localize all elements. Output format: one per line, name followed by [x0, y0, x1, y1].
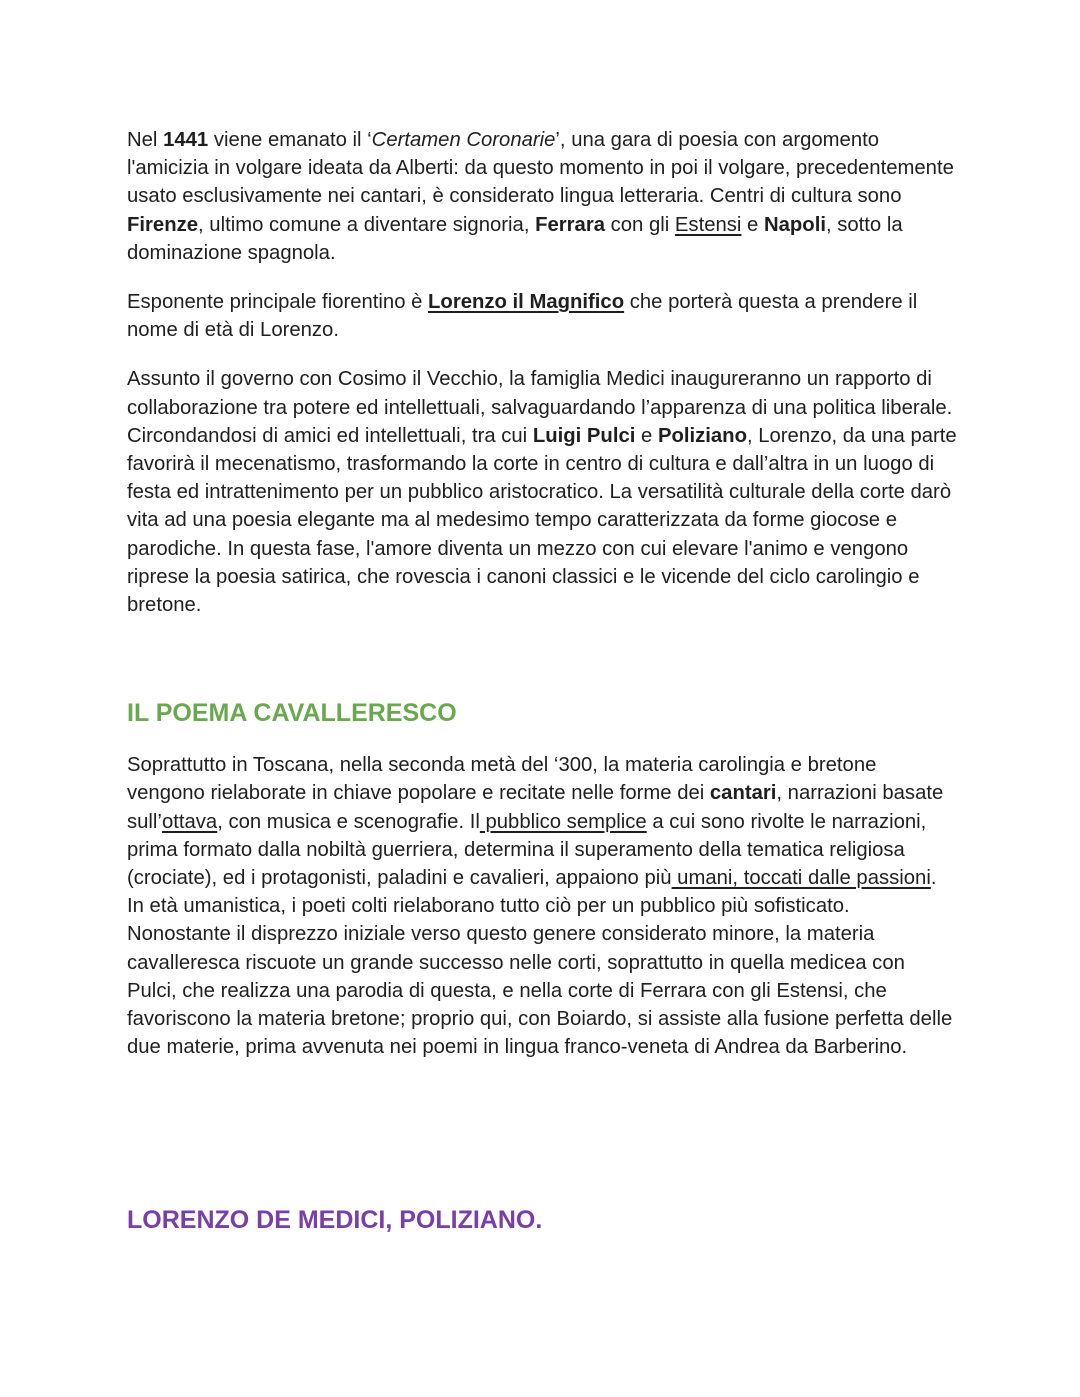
text-run: che porterà questa a prendere il nome di età di Lorenzo. — [127, 291, 918, 342]
text-run: viene emanato il ‘ — [208, 129, 372, 151]
text-run: e — [741, 213, 764, 236]
text-run: con gli — [605, 213, 675, 236]
text-run: e — [635, 424, 658, 447]
text-run: Nel — [127, 129, 164, 151]
paragraph-lorenzo-magnifico — [127, 288, 957, 344]
text-run: Soprattutto in Toscana, nella seconda metà del ‘300, la materia carolingia e bretone vengono rielaborate in chiave popolare e recitate nelle forme dei — [127, 754, 877, 805]
text-run: Esponente principale fiorentino è — [127, 291, 429, 314]
text-run: ’, una gara di poesia con argomento l'amicizia in volgare ideata da Alberti: da questo momento in poi il volgare, precedentemente usato esclusivamente nei cantari, è considerato lingua letteraria. Centri di cultura sono — [127, 129, 954, 208]
text-run: , sotto la dominazione spagnola. — [127, 213, 903, 264]
text-run: , ultimo comune a diventare signoria, — [198, 213, 536, 236]
document-page — [127, 126, 957, 1234]
text-run: Estensi — [674, 213, 742, 236]
heading-lorenzo-poliziano: LORENZO DE MEDICI, POLIZIANO. — [127, 1206, 543, 1234]
text-run: cantari — [709, 782, 777, 805]
text-run: 1441 — [163, 129, 209, 151]
text-run: Certamen Coronarie — [371, 129, 556, 151]
text-run: Ferrara — [535, 213, 605, 236]
text-run: Assunto il governo con Cosimo il Vecchio, la famiglia Medici inaugureranno un rapporto di collaborazione tra potere ed intellettuali, salvaguardando l’apparenza di una politica liberale. Circondandosi di amici ed intellettuali, tra cui — [127, 368, 953, 447]
paragraph-poema-cavalleresco — [127, 751, 957, 1061]
heading-poema-cavalleresco: IL POEMA CAVALLERESCO — [127, 699, 457, 728]
text-run: , Lorenzo, da una parte favorirà il mecenatismo, trasformando la corte in centro di cultura e dall’altra in un luogo di festa ed intrattenimento per un pubblico aristocratico. La versatilità culturale della corte darò vita ad una poesia elegante ma al medesimo tempo caratterizzata da forme giocose e parodiche. In questa fase, l'amore diventa un mezzo con cui elevare l'animo e vengono riprese la poesia satirica, che rovescia i canoni classici e le vicende del ciclo carolingio e bretone. — [127, 424, 957, 617]
text-run: , narrazioni basate sull’ — [127, 782, 944, 833]
paragraph-medici-court — [127, 365, 957, 619]
text-run: umani, toccati dalle passioni — [671, 867, 931, 890]
text-run: . In età umanistica, i poeti colti rielaborano tutto ciò per un pubblico più sofisticato. Nonostante il disprezzo iniziale verso questo genere considerato minore, la materia cavalleresca riscuote un grande successo nelle corti, soprattutto in quella medicea con Pulci, che realizza una parodia di questa, e nella corte di Ferrara con gli Estensi, che favoriscono la materia bretone; proprio qui, con Boiardo, si assiste alla fusione perfetta delle due materie, prima avvenuta nei poemi in lingua franco-veneta di Andrea da Barberino. — [127, 867, 953, 1059]
text-run: ottava — [161, 810, 218, 833]
text-run: , con musica e scenografie. Il — [217, 810, 480, 833]
paragraph-certamen — [127, 126, 957, 267]
text-run: a cui sono rivolte le narrazioni, prima formato dalla nobiltà guerriera, determina il superamento della tematica religiosa (crociate), ed i protagonisti, paladini e cavalieri, appaiono più — [127, 810, 927, 890]
text-run: Lorenzo il Magnifico — [428, 291, 625, 314]
text-run: pubblico semplice — [479, 810, 647, 833]
text-run: Firenze — [127, 213, 199, 236]
text-run: Napoli — [763, 213, 826, 236]
text-run: Poliziano — [657, 424, 747, 447]
text-run: Luigi Pulci — [532, 424, 636, 447]
